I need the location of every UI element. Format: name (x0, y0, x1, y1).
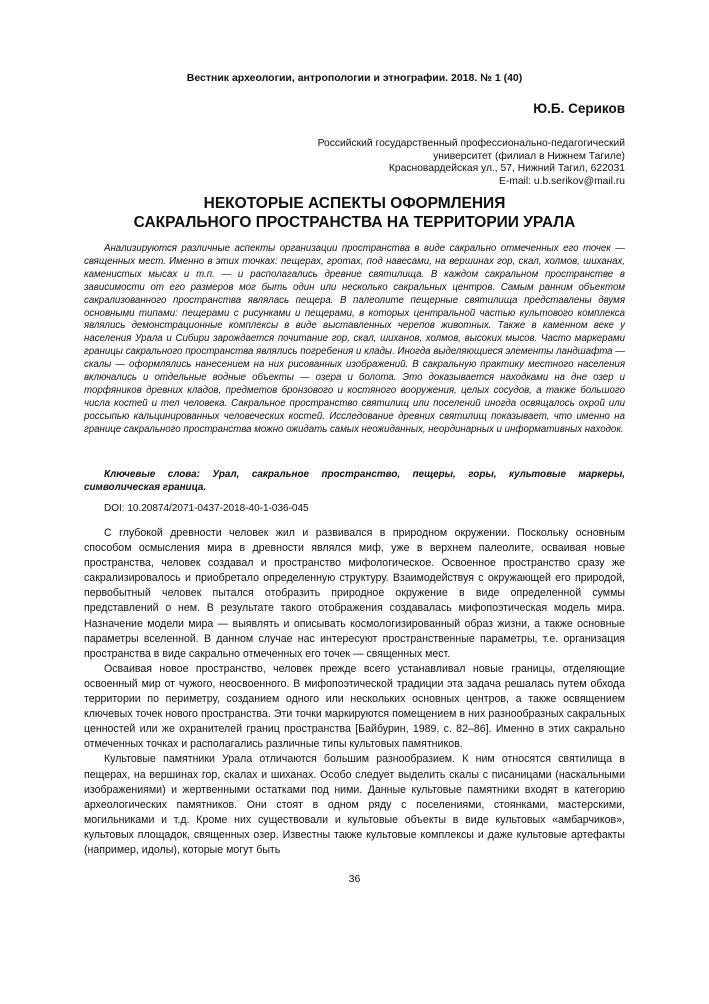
body-paragraph: Осваивая новое пространство, человек прежде всего устанавливал новые границы, отделяющие освоенный мир от чужого, неосвоенного. В мифопоэтической традиции эта задача решалась путем обхода территории по периметру, созданием одного или нескольких основных центров, а также освящением ключевых точек нового пространства. Эти точки маркируются помещением в них разнообразных сакральных ценностей или же охранителей границ пространства [Байбурин, 1989, с. 82–86]. Именно в этих сакрально отмеченных точках и располагались различные типы культовых памятников. (84, 662, 625, 751)
doi: DOI: 10.20874/2071-0437-2018-40-1-036-045 (104, 503, 309, 514)
keywords: Ключевые слова: Урал, сакральное пространство, пещеры, горы, культовые маркеры, символическая граница. (84, 469, 625, 493)
author-name: Ю.Б. Сериков (533, 101, 625, 116)
article-title (0, 194, 709, 232)
journal-header: Вестник археологии, антропологии и этнографии. 2018. № 1 (40) (186, 72, 523, 84)
title-line: НЕКОТОРЫЕ АСПЕКТЫ ОФОРМЛЕНИЯ (203, 195, 506, 212)
article-body (84, 526, 625, 858)
body-paragraph: С глубокой древности человек жил и развивался в природном окружении. Поскольку основным способом осмысления мира в древности являлся миф, уже в верхнем палеолите, осваивая новые пространства, человек создавал и пространство мифологическое. Освоенное пространство сразу же сакрализировалось и приобретало определенную структуру. Взаимодействуя с окружающей его природой, первобытный человек пытался отобразить природное окружение в виде определенной суммы представлений о нем. В результате такого отображения создавалась мифопоэтическая модель мира. Назначение модели мира — выявлять и описывать космологизированный образ жизни, а также основные параметры вселенной. В данном случае нас интересуют пространственные параметры, т.е. организация пространства в виде сакрально отмеченных его точек — священных мест. (84, 527, 625, 660)
affiliation-line: университет (филиал в Нижнем Тагиле) (433, 150, 625, 162)
author-email: E-mail: u.b.serikov@mail.ru (498, 175, 625, 187)
affiliation-line: Российский государственный профессионально-педагогический (317, 138, 625, 149)
title-line: САКРАЛЬНОГО ПРОСТРАНСТВА НА ТЕРРИТОРИИ УРАЛА (133, 214, 576, 231)
abstract: Анализируются различные аспекты организации пространства в виде сакрально отмеченных его точек — священных мест. Именно в этих точках: пещерах, гротах, под навесами, на вершинах гор, скал, холмов, шиханах, каменистых мысах и т.п. — и располагались древние святилища. В каждом сакральном пространстве в зависимости от его размеров мог быть один или несколько сакральных центров. Самым ранним объектом сакрализованного пространства являлась пещера. В палеолите пещерные святилища представлены двумя основными типами: пещерами с рисунками и пещерами, в которых центральной частью культового комплекса являлись демонстрационные комплексы в виде выставленных черепов животных. Также в каменном веке у населения Урала и Сибири зарождается почитание гор, скал, шиханов, холмов, высоких мысов. Часто маркерами границы сакрального пространства являлись погребения и клады. Иногда выделяющиеся элементы ландшафта — скалы — оформлялись нанесением на них рисованных изображений. В сакральную практику местного населения включались и отдельные водные объекты — озера и болота. Это доказывается находками на дне озер и торфяников древних кладов, предметов бронзового и костяного вооружения, целых сосудов, а также большого числа костей и тел человека. Сакральное пространство святилищ или поселений иногда освящалось охрой или россыпью кальцинированных человеческих костей. Исследование древних святилищ показывает, что именно на границе сакрального пространства можно ожидать самых неожиданных, неординарных и информативных находок. (84, 243, 625, 435)
page-number: 36 (348, 873, 361, 885)
author-affiliation (318, 138, 625, 188)
body-paragraph: Культовые памятники Урала отличаются большим разнообразием. К ним относятся святилища в пещерах, на вершинах гор, скалах и шиханах. Особо следует выделить скалы с писаницами (наскальными изображениями) и жертвенными остатками под ними. Данные культовые памятники входят в категорию археологических памятников. Они стоят в одном ряду с поселениями, стоянками, мастерскими, могильниками и т.д. Кроме них существовали и культовые объекты в виде культовых «амбарчиков», культовых площадок, священных озер. Известны также культовые комплексы и даже культовые артефакты (например, идолы), которые могут быть (84, 753, 625, 856)
affiliation-line: Красновардейская ул., 57, Нижний Тагил, 622031 (388, 163, 625, 174)
